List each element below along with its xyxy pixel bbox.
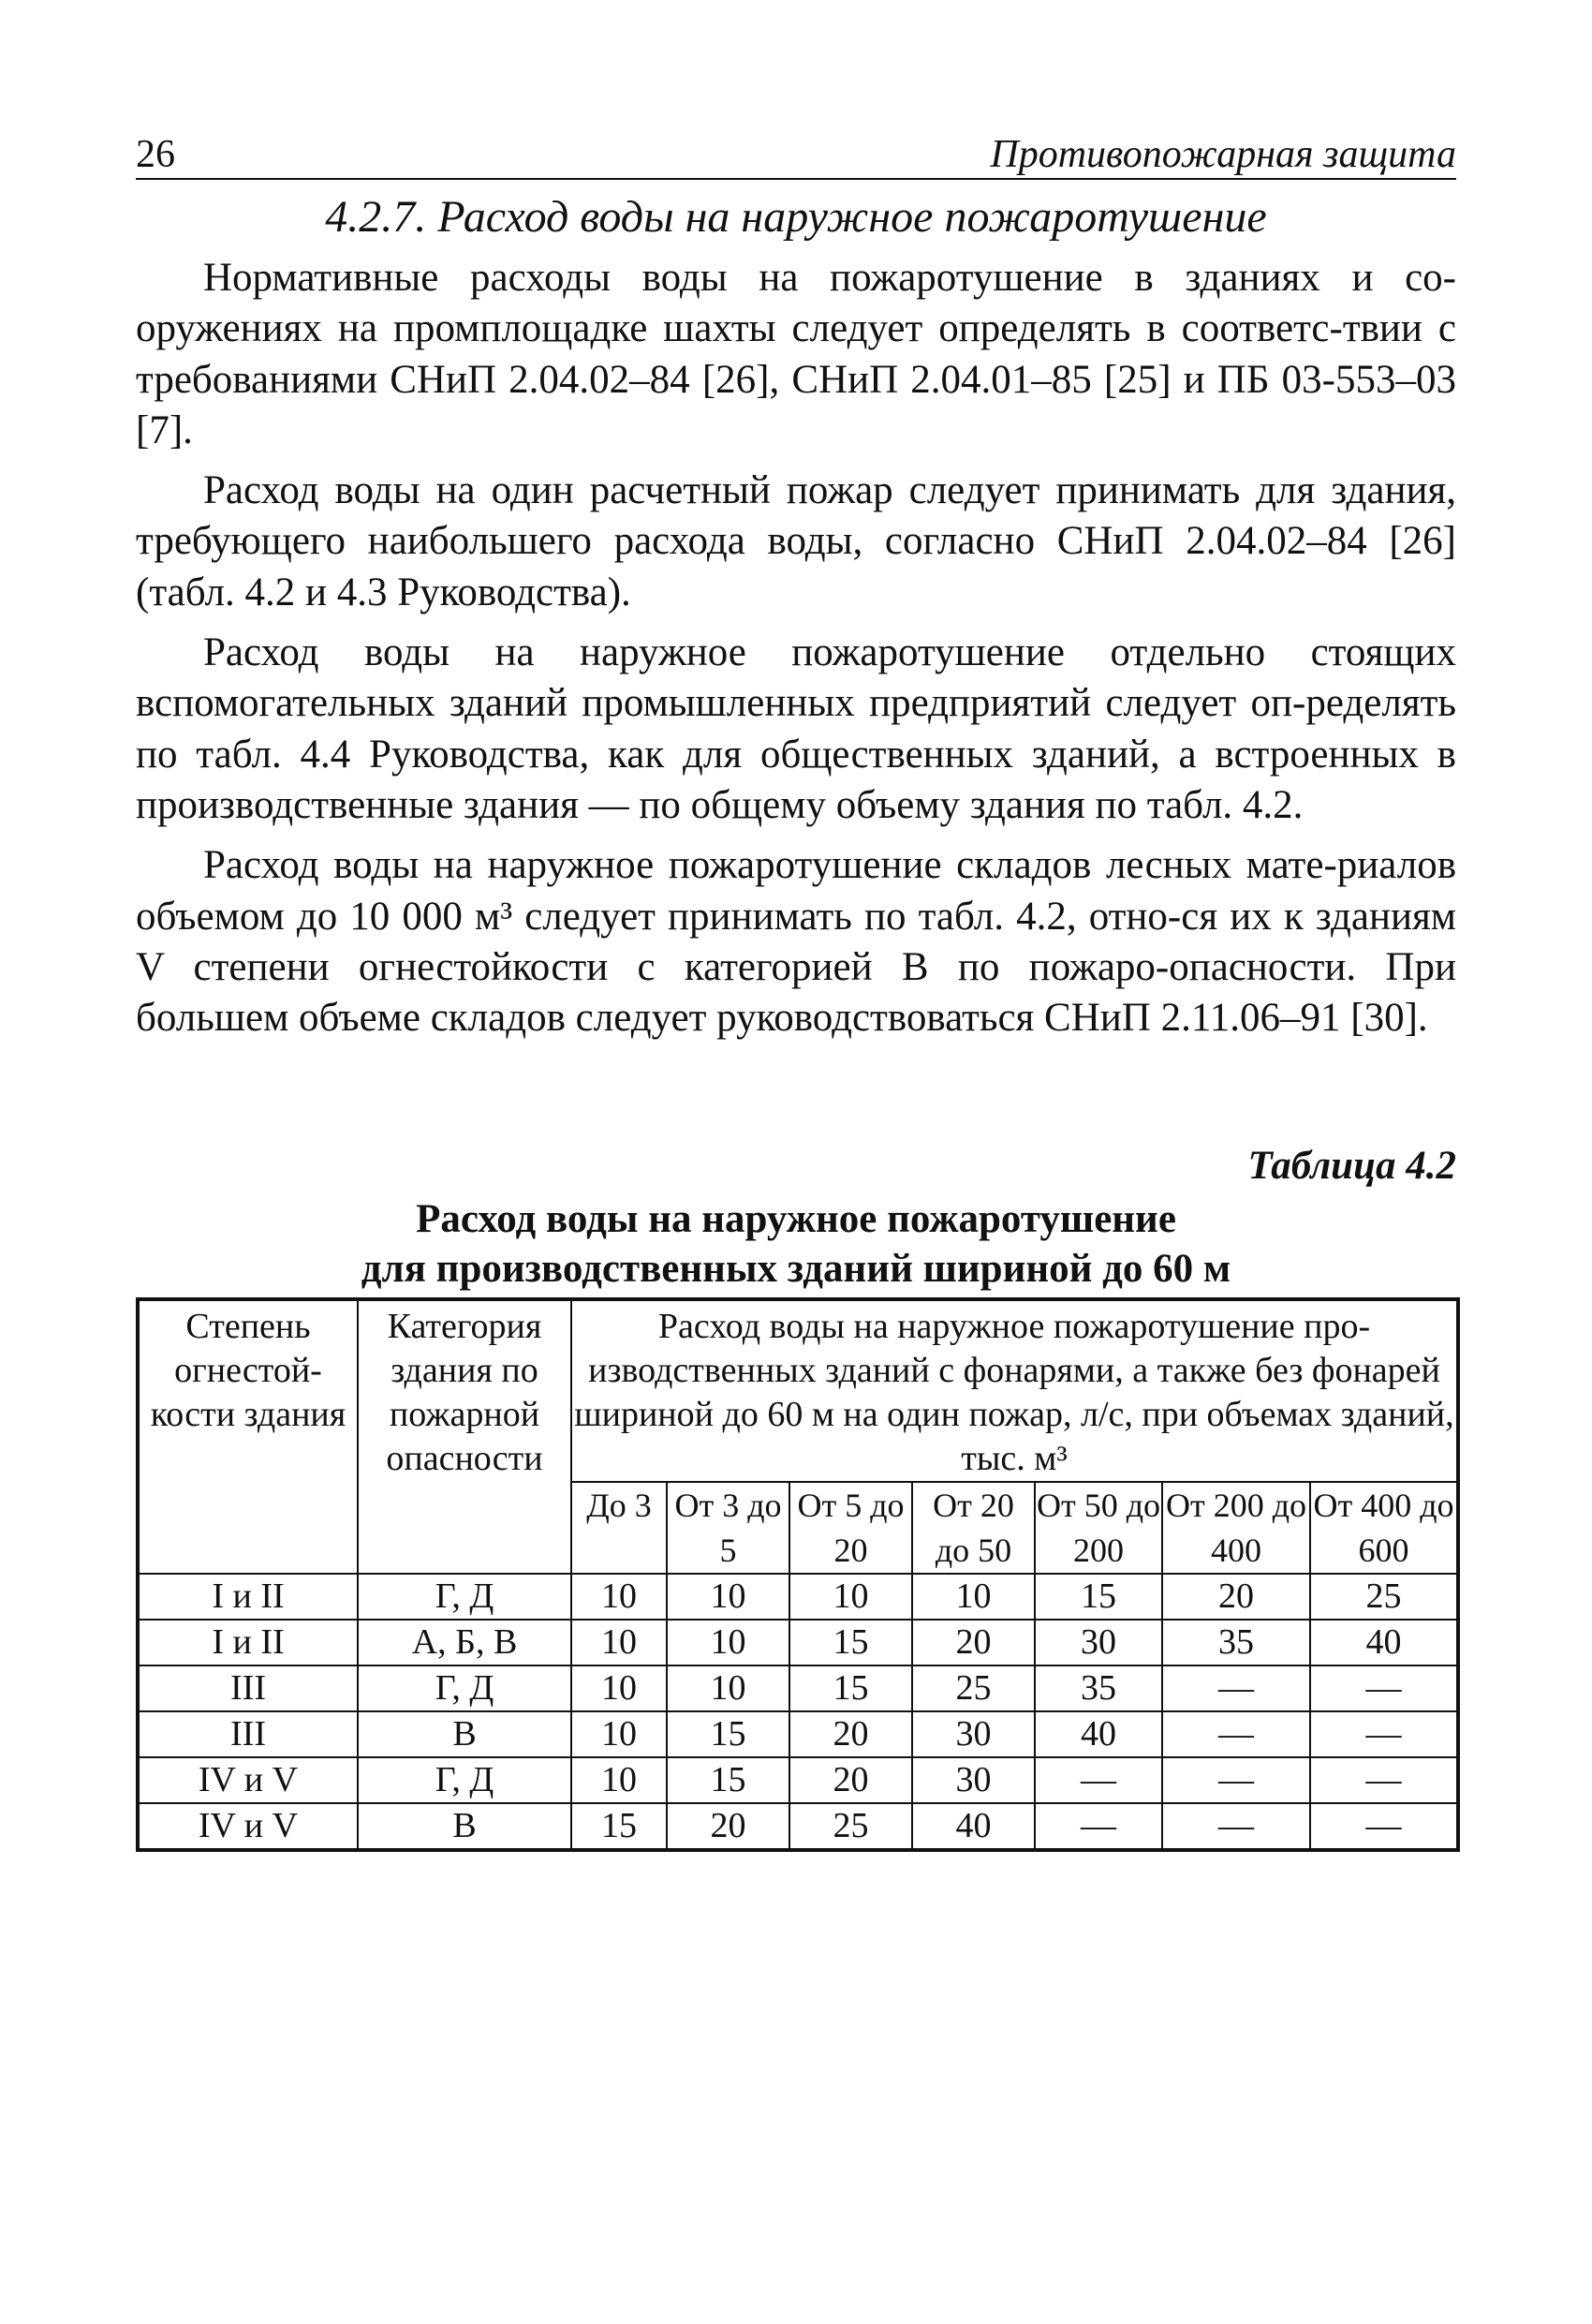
cell-flow-value: 25 bbox=[789, 1803, 912, 1850]
cell-flow-value: — bbox=[1035, 1803, 1162, 1850]
cell-flow-value: — bbox=[1162, 1757, 1310, 1803]
cell-flow-value: 40 bbox=[1035, 1711, 1162, 1757]
cell-flow-value: 10 bbox=[667, 1574, 789, 1620]
cell-category: Г, Д bbox=[358, 1574, 571, 1620]
header-volume: От 200 до 400 bbox=[1162, 1482, 1310, 1574]
header-volume: От 20 до 50 bbox=[912, 1482, 1035, 1574]
header-volume: От 3 до 5 bbox=[667, 1482, 789, 1574]
cell-fire-resistance: III bbox=[138, 1665, 358, 1711]
table-header-row bbox=[138, 1299, 1458, 1482]
cell-flow-value: 40 bbox=[1310, 1620, 1458, 1665]
paragraph: Расход воды на один расчетный пожар следует принимать для здания, требующего наибольшего расхода воды, согласно СНиП 2.04.02–84 [26] (табл. 4.2 и 4.3 Руководства). bbox=[136, 468, 1456, 614]
header-volume: От 5 до 20 bbox=[789, 1482, 912, 1574]
running-title: Противопожарная защита bbox=[990, 133, 1456, 176]
cell-fire-resistance: III bbox=[138, 1711, 358, 1757]
cell-category: Г, Д bbox=[358, 1665, 571, 1711]
table-caption-line: для производственных зданий шириной до 60 м bbox=[361, 1247, 1231, 1291]
header-fire-resistance: Степень огнестой-кости здания bbox=[138, 1299, 358, 1574]
cell-flow-value: 10 bbox=[571, 1665, 667, 1711]
table-row bbox=[138, 1620, 1458, 1665]
cell-flow-value: 25 bbox=[912, 1665, 1035, 1711]
cell-flow-value: 10 bbox=[912, 1574, 1035, 1620]
water-flow-table bbox=[136, 1297, 1460, 1852]
table-caption-line: Расход воды на наружное пожаротушение bbox=[416, 1197, 1176, 1241]
cell-flow-value: 15 bbox=[789, 1665, 912, 1711]
cell-fire-resistance: I и II bbox=[138, 1574, 358, 1620]
cell-flow-value: 15 bbox=[1035, 1574, 1162, 1620]
cell-flow-value: 30 bbox=[912, 1757, 1035, 1803]
cell-flow-value: — bbox=[1310, 1711, 1458, 1757]
cell-flow-value: 10 bbox=[667, 1665, 789, 1711]
section-title: 4.2.7. Расход воды на наружное пожаротушение bbox=[325, 192, 1267, 242]
cell-flow-value: — bbox=[1310, 1803, 1458, 1850]
paragraph: Нормативные расходы воды на пожаротушение в зданиях и со-оружениях на промплощадке шахты следует определять в соответс-твии с требованиями СНиП 2.04.02–84 [26], СНиП 2.04.01–85 [25] и ПБ 03-553–03 [7]. bbox=[136, 256, 1456, 452]
cell-flow-value: 10 bbox=[571, 1620, 667, 1665]
paragraph: Расход воды на наружное пожаротушение отдельно стоящих вспомогательных зданий промышленных предприятий следует оп-ределять по табл. 4.4 Руководства, как для общественных зданий, а встроенных в производственные здания — по общему объему здания по табл. 4.2. bbox=[136, 630, 1456, 827]
header-volume: От 400 до 600 bbox=[1310, 1482, 1458, 1574]
table-row bbox=[138, 1711, 1458, 1757]
table-row bbox=[138, 1665, 1458, 1711]
cell-flow-value: 15 bbox=[571, 1803, 667, 1850]
cell-flow-value: — bbox=[1162, 1711, 1310, 1757]
cell-category: В bbox=[358, 1711, 571, 1757]
cell-fire-resistance: IV и V bbox=[138, 1803, 358, 1850]
header-volume: От 50 до 200 bbox=[1035, 1482, 1162, 1574]
cell-flow-value: 10 bbox=[667, 1620, 789, 1665]
cell-flow-value: 30 bbox=[912, 1711, 1035, 1757]
header-volume: До 3 bbox=[571, 1482, 667, 1574]
cell-flow-value: 15 bbox=[667, 1757, 789, 1803]
cell-flow-value: 40 bbox=[912, 1803, 1035, 1850]
cell-flow-value: — bbox=[1310, 1757, 1458, 1803]
table-row bbox=[138, 1803, 1458, 1850]
cell-category: Г, Д bbox=[358, 1757, 571, 1803]
cell-flow-value: 35 bbox=[1162, 1620, 1310, 1665]
cell-fire-resistance: I и II bbox=[138, 1620, 358, 1665]
cell-flow-value: 10 bbox=[571, 1574, 667, 1620]
cell-category: А, Б, В bbox=[358, 1620, 571, 1665]
cell-flow-value: 10 bbox=[571, 1711, 667, 1757]
cell-flow-value: 20 bbox=[912, 1620, 1035, 1665]
cell-flow-value: — bbox=[1162, 1803, 1310, 1850]
header-category: Категория здания по пожарной опасности bbox=[358, 1299, 571, 1574]
header-water-flow: Расход воды на наружное пожаротушение про-изводственных зданий с фонарями, а также без фонарей шириной до 60 м на один пожар, л/с, при объемах зданий, тыс. м³ bbox=[571, 1299, 1458, 1482]
table-caption bbox=[136, 1194, 1456, 1294]
cell-flow-value: 20 bbox=[789, 1757, 912, 1803]
cell-flow-value: 20 bbox=[789, 1711, 912, 1757]
cell-flow-value: — bbox=[1310, 1665, 1458, 1711]
table-label: Таблица 4.2 bbox=[1247, 1144, 1456, 1188]
cell-flow-value: 10 bbox=[789, 1574, 912, 1620]
cell-flow-value: — bbox=[1035, 1757, 1162, 1803]
cell-flow-value: — bbox=[1162, 1665, 1310, 1711]
table-row bbox=[138, 1757, 1458, 1803]
cell-flow-value: 15 bbox=[789, 1620, 912, 1665]
cell-flow-value: 10 bbox=[571, 1757, 667, 1803]
page-number: 26 bbox=[136, 133, 175, 176]
table-row bbox=[138, 1574, 1458, 1620]
cell-flow-value: 20 bbox=[1162, 1574, 1310, 1620]
cell-category: В bbox=[358, 1803, 571, 1850]
cell-flow-value: 20 bbox=[667, 1803, 789, 1850]
cell-flow-value: 15 bbox=[667, 1711, 789, 1757]
body-text bbox=[136, 253, 1456, 1053]
running-head bbox=[136, 120, 1456, 180]
paragraph: Расход воды на наружное пожаротушение складов лесных мате-риалов объемом до 10 000 м³ следует принимать по табл. 4.2, отно-ся их к зданиям V степени огнестойкости с категорией В по пожаро-опасности. При большем объеме складов следует руководствоваться СНиП 2.11.06–91 [30]. bbox=[136, 843, 1456, 1041]
table-body bbox=[138, 1574, 1458, 1850]
cell-flow-value: 25 bbox=[1310, 1574, 1458, 1620]
cell-flow-value: 35 bbox=[1035, 1665, 1162, 1711]
cell-fire-resistance: IV и V bbox=[138, 1757, 358, 1803]
cell-flow-value: 30 bbox=[1035, 1620, 1162, 1665]
